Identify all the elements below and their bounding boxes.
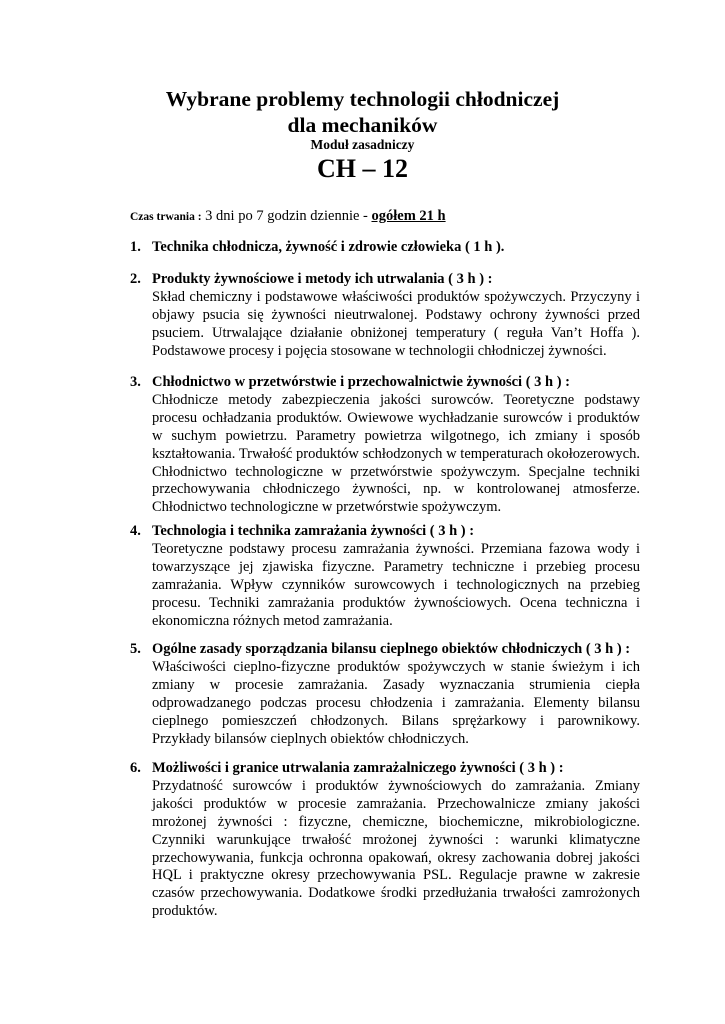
duration-total: ogółem 21 h <box>371 208 446 224</box>
section-heading: Możliwości i granice utrwalania zamrażalniczego żywności ( 3 h ) : <box>152 760 564 776</box>
title-line-2: dla mechaników <box>287 113 438 137</box>
section-5 <box>130 641 640 748</box>
section-1 <box>130 239 640 257</box>
duration-label: Czas trwania : <box>130 211 202 223</box>
section-heading: Produkty żywnościowe i metody ich utrwalania ( 3 h ) : <box>152 271 493 287</box>
section-body: Teoretyczne podstawy procesu zamrażania żywności. Przemiana fazowa wody i towarzyszące jej zjawiska fizyczne. Parametry techniczne i przebieg procesu zamrażania. Wpływ czynników surowcowych i technologicznych na przebieg procesu. Techniki zamrażania produktów żywnościowych. Ocena techniczna i ekonomiczna różnych metod zamrażania. <box>152 540 640 629</box>
section-2 <box>130 271 640 361</box>
section-6 <box>130 760 640 921</box>
duration-line <box>130 207 650 226</box>
section-body: Chłodnicze metody zabezpieczenia jakości surowców. Teoretyczne podstawy procesu ochładzania produktów. Owiewowe wychładzanie surowców i produktów w suchym powietrzu. Parametry powietrza wilgotnego, ich zmiany i sposób kształtowania. Trwałość produktów schłodzonych w temperaturach okołozerowych. Chłodnictwo technologiczne w przetwórstwie spożywczym. Specjalne techniki przechowywania chłodniczego żywności, np. w kontrolowanej atmosferze. Chłodnictwo technologiczne w przetwórstwie spożywczym. <box>152 391 640 516</box>
course-code: CH – 12 <box>317 154 408 183</box>
section-heading: Chłodnictwo w przetwórstwie i przechowalnictwie żywności ( 3 h ) : <box>152 374 571 390</box>
section-number: 6. <box>130 760 141 776</box>
section-number: 3. <box>130 374 141 390</box>
title-line-1: Wybrane problemy technologii chłodniczej <box>165 87 560 111</box>
section-number: 5. <box>130 641 141 657</box>
section-3 <box>130 374 640 517</box>
section-body: Właściwości cieplno-fizyczne produktów spożywczych w stanie świeżym i ich zmiany w procesie zamrażania. Zasady wyznaczania strumienia ciepła odprowadzanego podczas procesu chłodzenia i zamrażania. Elementy bilansu cieplnego pomieszczeń chłodzonych. Bilans sprężarkowy i parownikowy. Przykłady bilansów cieplnych obiektów chłodniczych. <box>152 658 640 747</box>
section-number: 2. <box>130 271 141 287</box>
section-4 <box>130 523 640 630</box>
section-body: Skład chemiczny i podstawowe właściwości produktów spożywczych. Przyczyny i objawy psucia się żywności nieutrwalonej. Podstawy ochrony żywności przed psuciem. Utrwalające działanie obniżonej temperatury ( reguła Van’t Hoffa ). Podstawowe procesy i pojęcia stosowane w technologii chłodniczej żywności. <box>152 288 640 359</box>
module-label: Moduł zasadniczy <box>310 137 415 152</box>
section-heading: Ogólne zasady sporządzania bilansu cieplnego obiektów chłodniczych ( 3 h ) : <box>152 641 631 657</box>
section-body: Przydatność surowców i produktów żywnościowych do zamrażania. Zmiany jakości produktów w procesie zamrażania. Przechowalnicze zmiany jakości mrożonej żywności : fizyczne, chemiczne, biochemiczne, mikrobiologiczne. Czynniki warunkujące trwałość mrożonej żywności : warunki klimatyczne przechowywania, funkcja ochronna opakowań, okresy zachowania dobrej jakości HQL i praktyczne okresy przechowywania PSL. Regulacje prawne w zakresie czasów przechowywania. Dodatkowe środki przedłużania trwałości zamrożonych produktów. <box>152 777 640 920</box>
duration-text: 3 dni po 7 godzin dziennie - <box>205 208 368 224</box>
section-heading: Technika chłodnicza, żywność i zdrowie człowieka ( 1 h ). <box>152 239 505 255</box>
section-number: 4. <box>130 523 141 539</box>
section-number: 1. <box>130 239 141 255</box>
section-heading: Technologia i technika zamrażania żywności ( 3 h ) : <box>152 523 475 539</box>
